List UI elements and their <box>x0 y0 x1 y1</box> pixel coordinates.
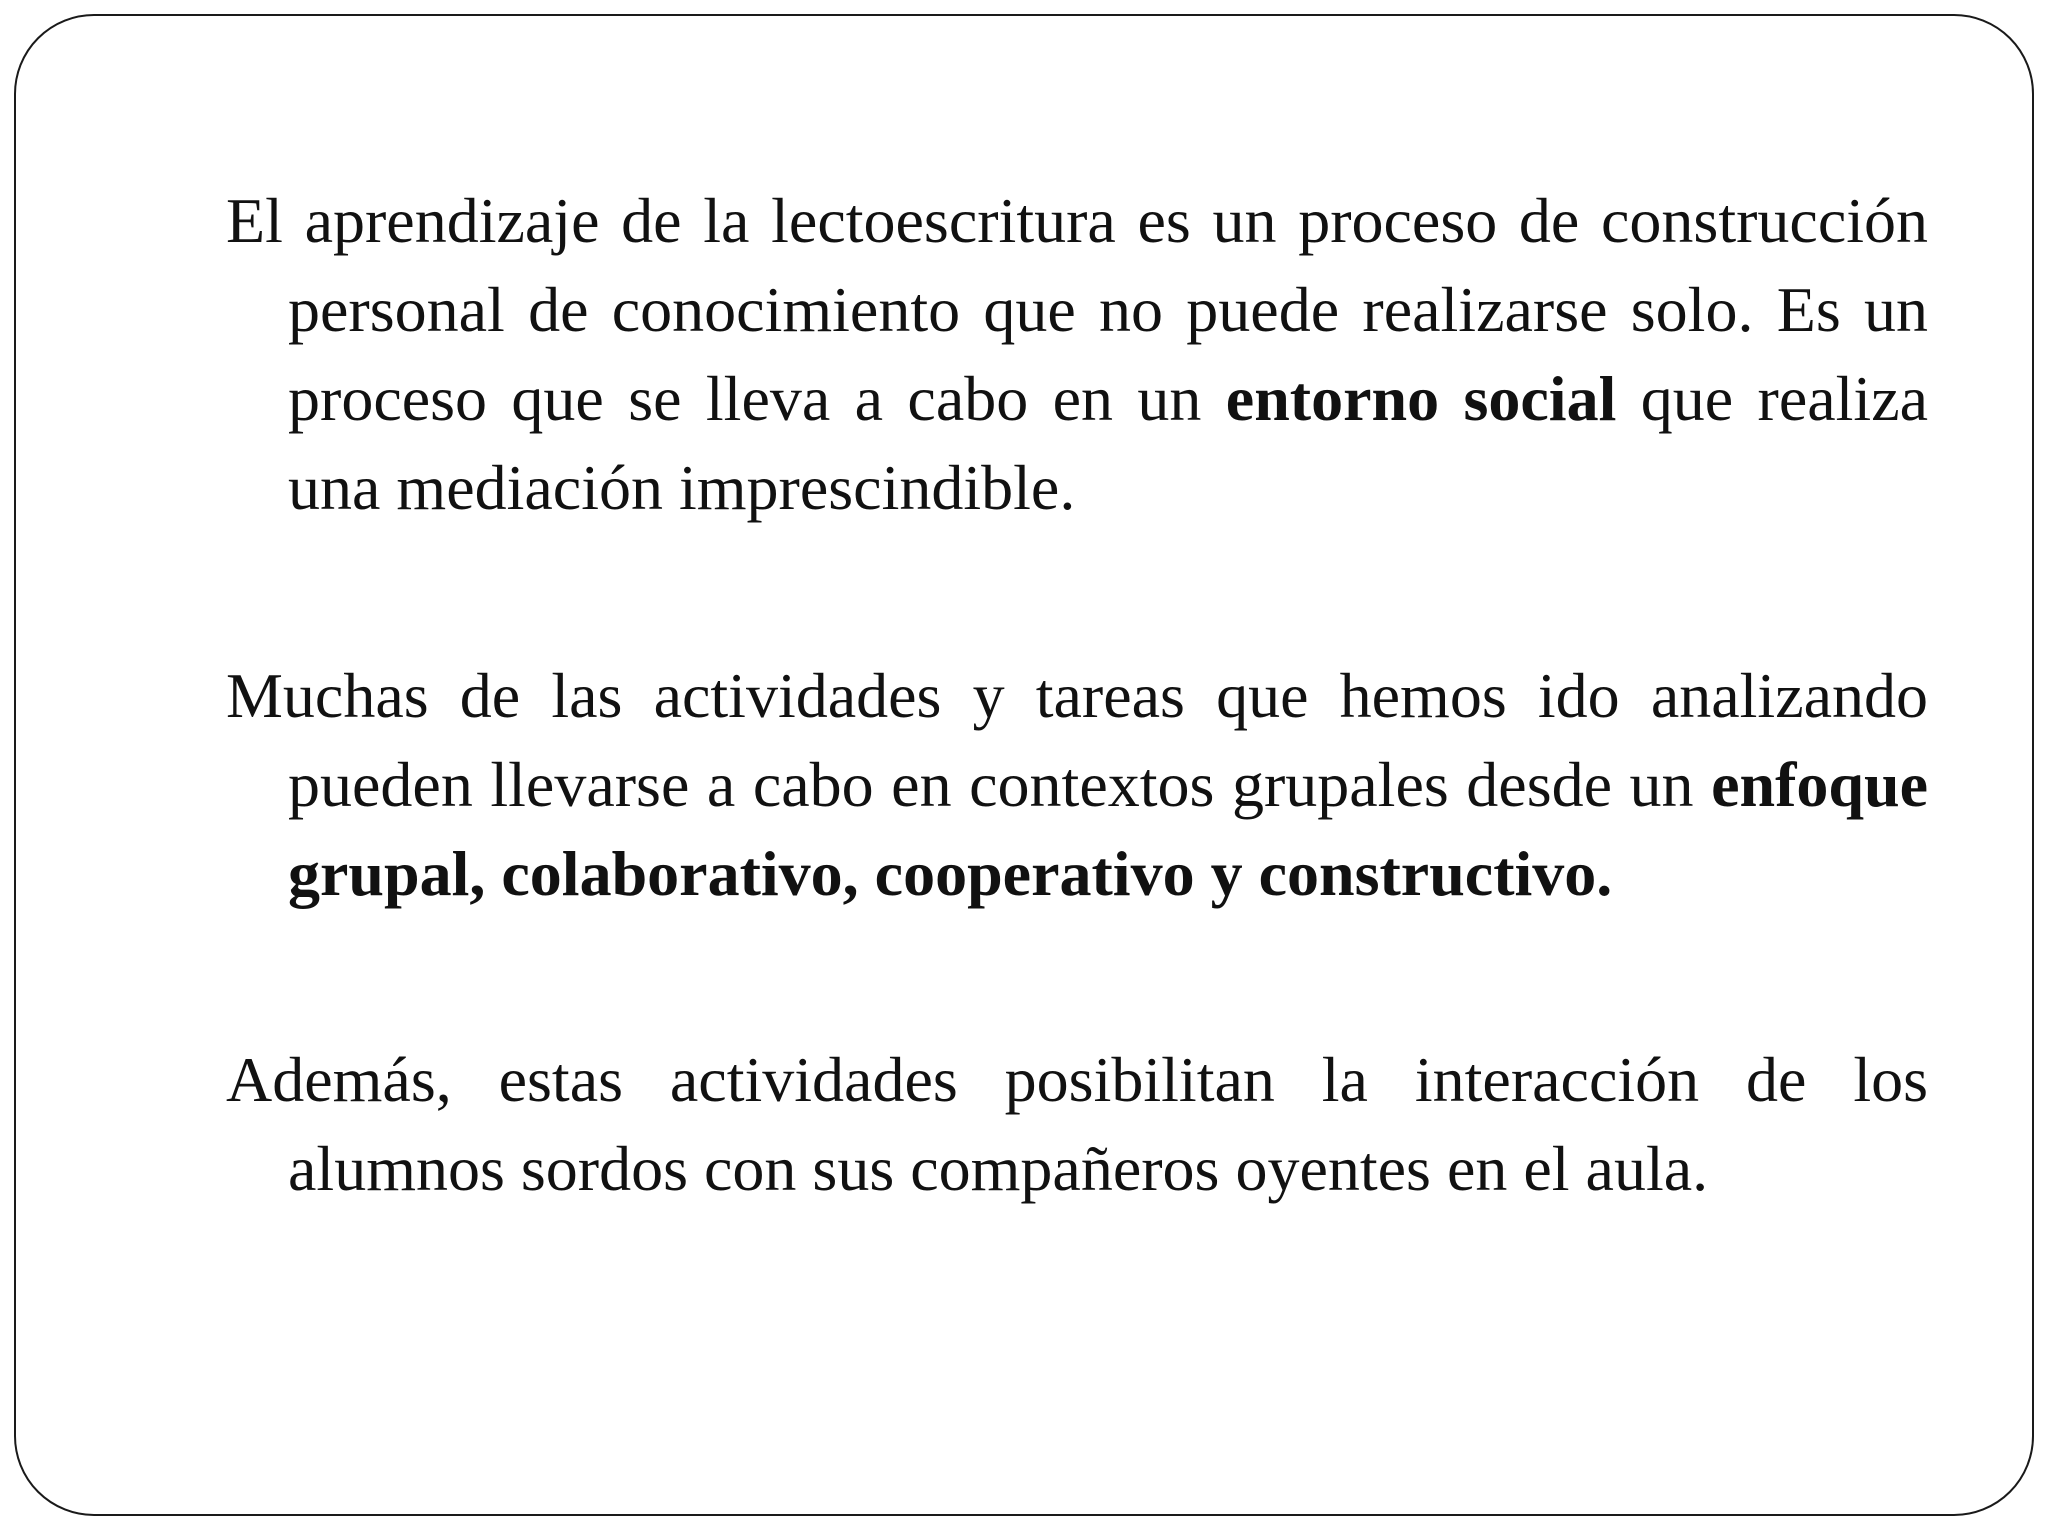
paragraph-1-emphasis: entorno social <box>1225 363 1617 434</box>
paragraph-2-run-1: Muchas de las actividades y tareas que hemos ido analizando pueden llevarse a cabo en contextos grupales desde un <box>226 660 1928 820</box>
paragraph-1-run-1: El aprendizaje de la lectoescritura es un proceso de construcción personal de conocimiento que no puede realizarse solo. Es un proceso que se lleva a cabo en un <box>226 185 1928 434</box>
paragraph-2 <box>226 651 1928 918</box>
paragraph-3-run-1: Además, estas actividades posibilitan la interacción de los alumnos sordos con sus compañeros oyentes en el aula. <box>226 1044 1928 1204</box>
paragraph-1 <box>226 176 1928 532</box>
paragraph-1-run-3: que realiza una mediación imprescindible. <box>288 363 1929 523</box>
slide-content <box>226 176 1928 1213</box>
paragraph-3 <box>226 1035 1928 1213</box>
paragraph-2-emphasis: enfoque grupal, colaborativo, cooperativo y constructivo. <box>288 749 1928 909</box>
